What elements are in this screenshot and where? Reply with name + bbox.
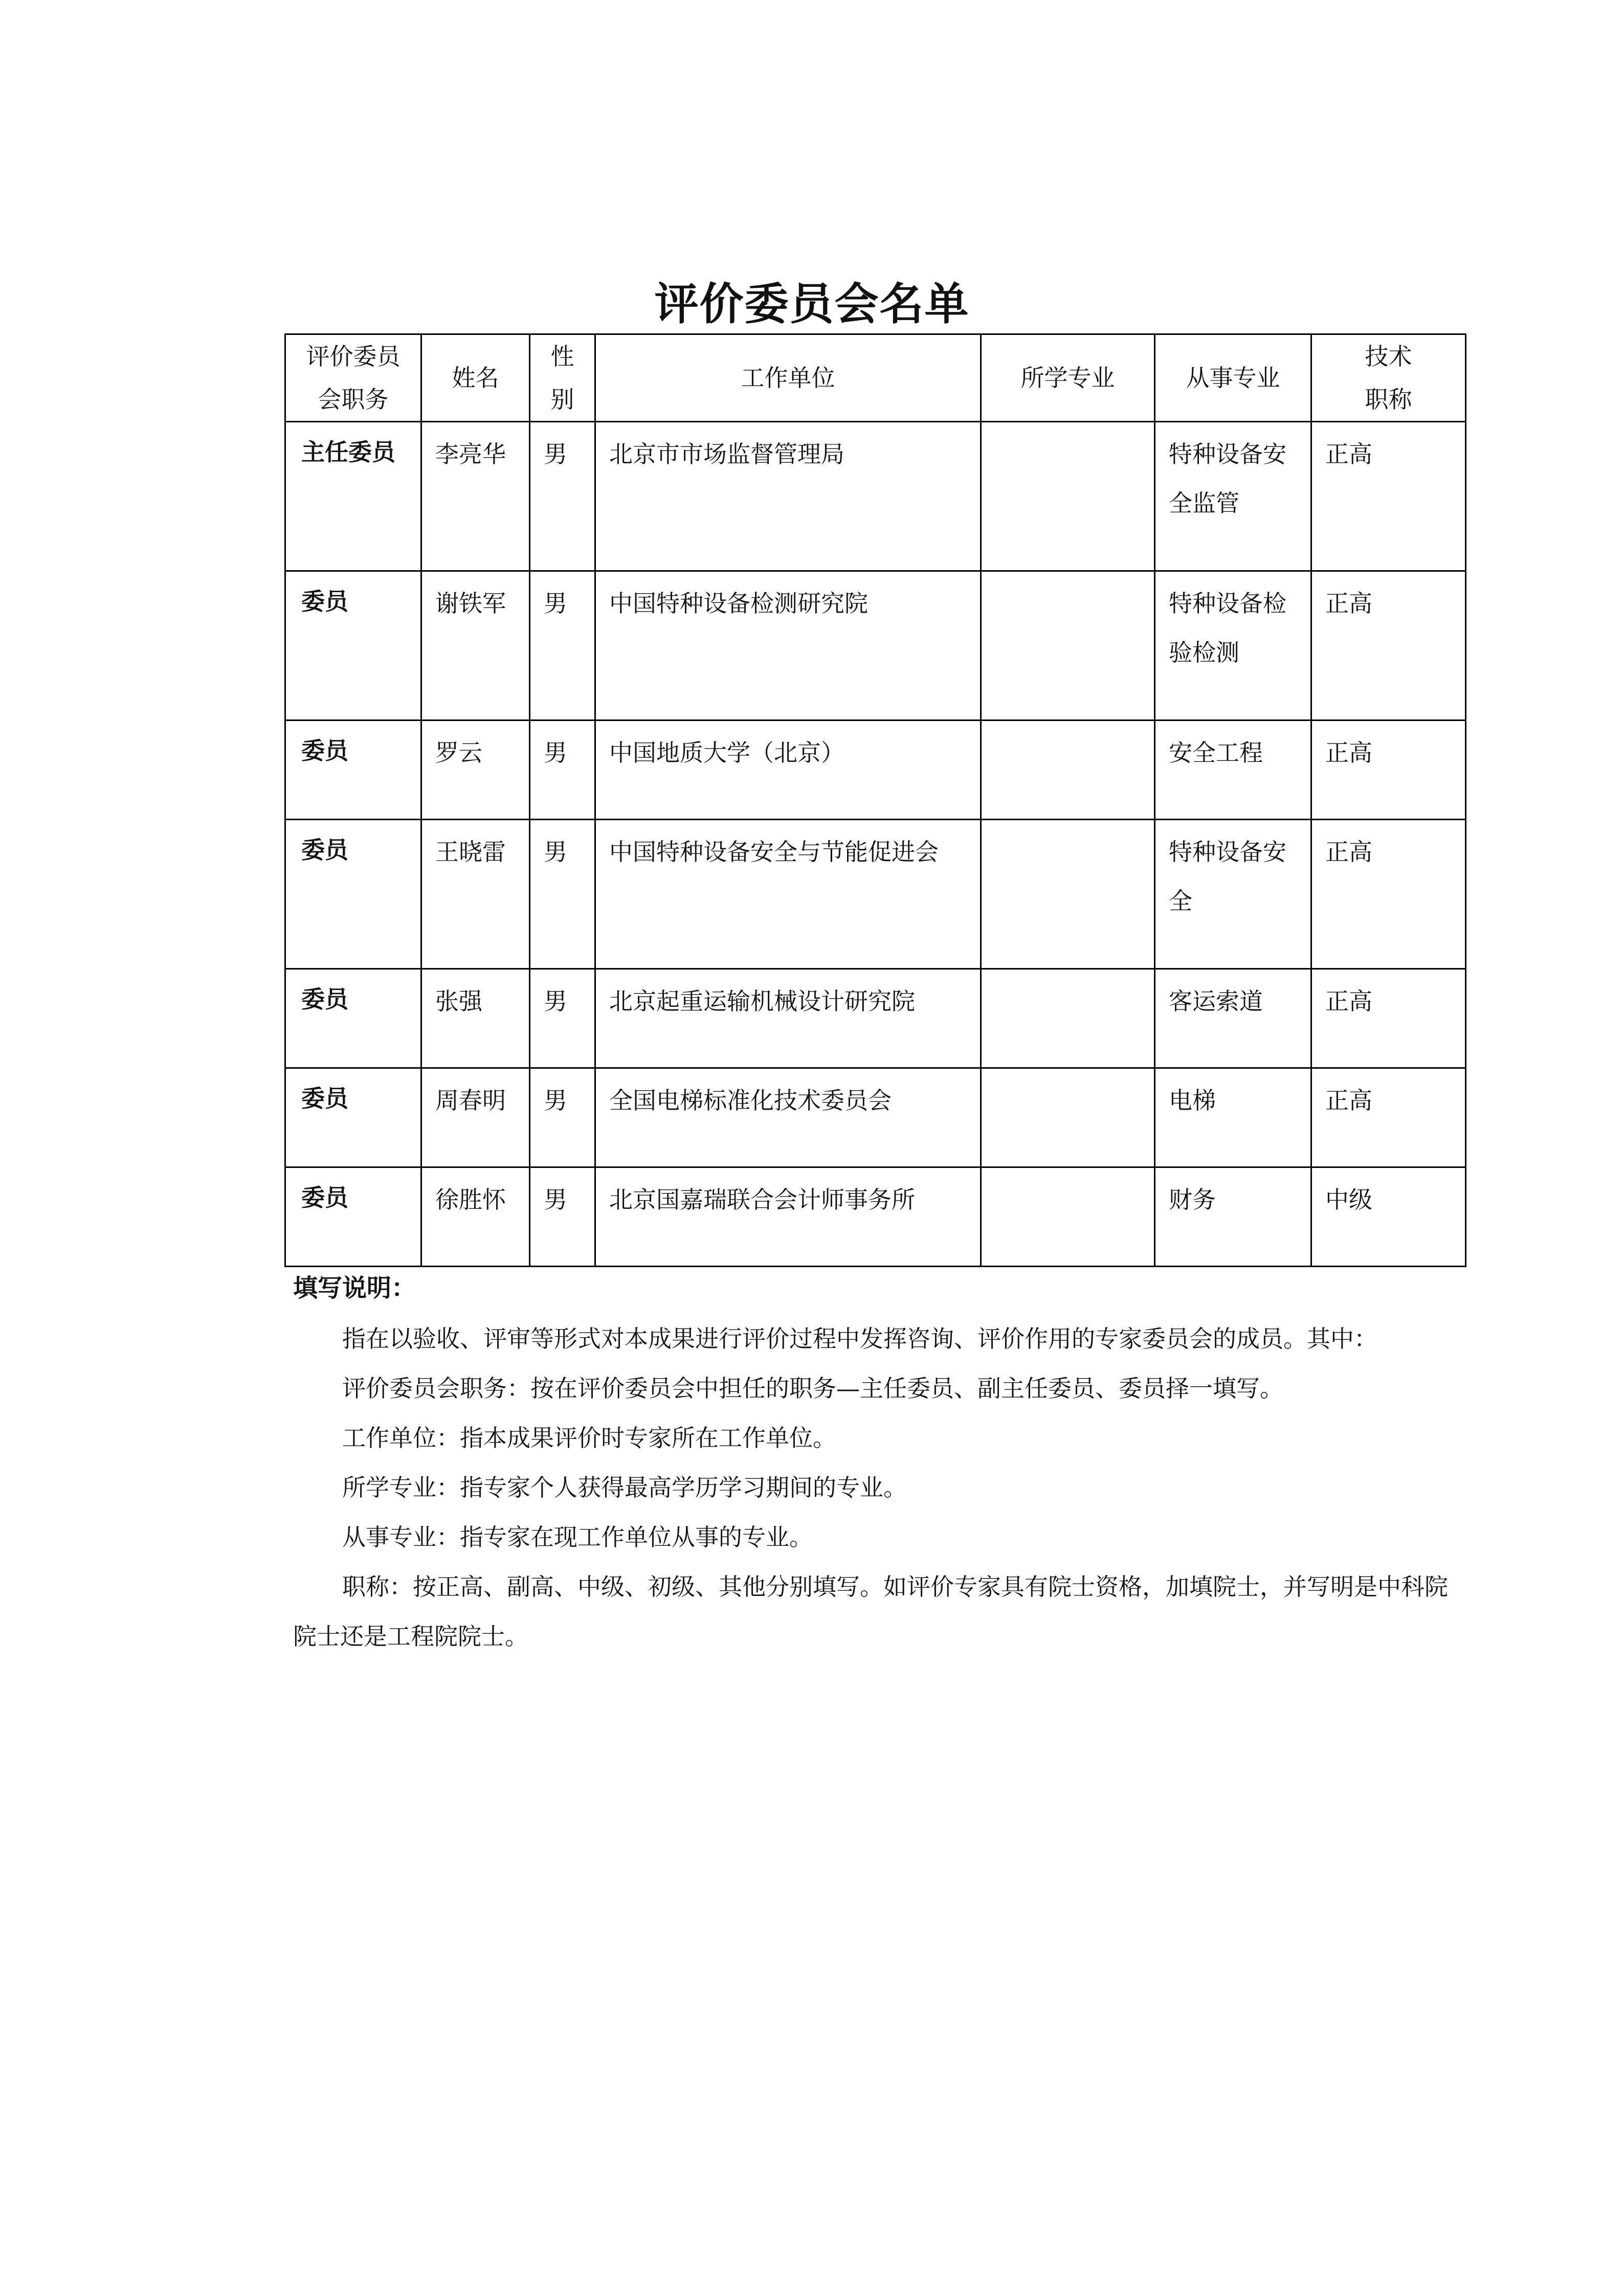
header-title-line2: 职称 [1365, 386, 1412, 413]
cell-gender: 男 [530, 422, 595, 571]
cell-role: 委员 [285, 820, 421, 969]
cell-name: 张强 [421, 969, 530, 1068]
cell-field [1155, 422, 1311, 571]
cell-title: 中级 [1311, 1167, 1466, 1267]
cell-field [1155, 1068, 1311, 1167]
cell-name: 罗云 [421, 721, 530, 820]
cell-major [981, 820, 1155, 969]
cell-title: 正高 [1311, 1068, 1466, 1167]
instruction-line: 从事专业：指专家在现工作单位从事的专业。 [342, 1523, 813, 1551]
cell-title: 正高 [1311, 422, 1466, 571]
fill-instructions [293, 1270, 1470, 1661]
cell-major [981, 969, 1155, 1068]
cell-title: 正高 [1311, 969, 1466, 1068]
cell-field [1155, 969, 1311, 1068]
cell-field-line: 全监管 [1169, 489, 1239, 517]
cell-gender: 男 [530, 721, 595, 820]
cell-field-line: 财务 [1169, 1186, 1216, 1213]
cell-field [1155, 1167, 1311, 1267]
instruction-line: 所学专业：指专家个人获得最高学历学习期间的专业。 [342, 1474, 907, 1501]
header-row [285, 334, 1466, 422]
cell-unit: 中国特种设备检测研究院 [595, 571, 981, 721]
cell-unit: 中国地质大学（北京） [595, 721, 981, 820]
cell-field-line: 验检测 [1169, 639, 1239, 666]
cell-field [1155, 820, 1311, 969]
cell-unit: 北京国嘉瑞联合会计师事务所 [595, 1167, 981, 1267]
header-gender-line1: 性 [550, 343, 574, 370]
cell-role: 委员 [285, 721, 421, 820]
committee-table [284, 333, 1466, 1267]
cell-unit: 全国电梯标准化技术委员会 [595, 1068, 981, 1167]
cell-name: 谢铁军 [421, 571, 530, 721]
cell-gender: 男 [530, 969, 595, 1068]
header-major-line1: 所学专业 [1020, 364, 1115, 392]
cell-name: 王晓雷 [421, 820, 530, 969]
cell-field-line: 特种设备检 [1169, 590, 1286, 617]
cell-role: 委员 [285, 571, 421, 721]
header-name [421, 334, 530, 422]
table-row [285, 969, 1466, 1068]
header-field [1155, 334, 1311, 422]
header-unit [595, 334, 981, 422]
header-unit-line1: 工作单位 [741, 364, 835, 392]
header-major [981, 334, 1155, 422]
table-row [285, 571, 1466, 721]
table-row [285, 422, 1466, 571]
table-row [285, 820, 1466, 969]
cell-title: 正高 [1311, 721, 1466, 820]
header-gender [530, 334, 595, 422]
header-role-line1: 评价委员 [306, 343, 401, 370]
cell-title: 正高 [1311, 820, 1466, 969]
cell-role: 委员 [285, 1167, 421, 1267]
header-role-line2: 会职务 [318, 386, 389, 413]
cell-major [981, 571, 1155, 721]
table-row [285, 721, 1466, 820]
cell-unit: 北京市市场监督管理局 [595, 422, 981, 571]
header-gender-line2: 别 [550, 386, 574, 413]
instruction-line: 指在以验收、评审等形式对本成果进行评价过程中发挥咨询、评价作用的专家委员会的成员。其中： [342, 1325, 1377, 1353]
cell-unit: 中国特种设备安全与节能促进会 [595, 820, 981, 969]
header-role [285, 334, 421, 422]
instructions-heading: 填写说明： [293, 1274, 416, 1302]
cell-role: 主任委员 [285, 422, 421, 571]
cell-field-line: 特种设备安 [1169, 440, 1286, 468]
cell-gender: 男 [530, 820, 595, 969]
instruction-line: 工作单位：指本成果评价时专家所在工作单位。 [342, 1424, 836, 1452]
instruction-line: 评价委员会职务：按在评价委员会中担任的职务—主任委员、副主任委员、委员择一填写。 [342, 1375, 1283, 1402]
page-title: 评价委员会名单 [654, 279, 970, 330]
table-row [285, 1068, 1466, 1167]
cell-major [981, 721, 1155, 820]
header-title [1311, 334, 1466, 422]
cell-title: 正高 [1311, 571, 1466, 721]
cell-gender: 男 [530, 1167, 595, 1267]
header-field-line1: 从事专业 [1186, 364, 1280, 392]
cell-major [981, 1068, 1155, 1167]
cell-name: 周春明 [421, 1068, 530, 1167]
cell-gender: 男 [530, 571, 595, 721]
cell-name: 李亮华 [421, 422, 530, 571]
cell-field-line: 安全工程 [1169, 739, 1263, 767]
cell-major [981, 1167, 1155, 1267]
cell-field-line: 全 [1169, 887, 1192, 915]
cell-field-line: 特种设备安 [1169, 838, 1286, 866]
header-name-line1: 姓名 [452, 364, 499, 392]
cell-gender: 男 [530, 1068, 595, 1167]
cell-major [981, 422, 1155, 571]
table-row [285, 1167, 1466, 1267]
header-title-line1: 技术 [1365, 343, 1412, 370]
instruction-line: 职称：按正高、副高、中级、初级、其他分别填写。如评价专家具有院士资格，加填院士，并写明是中科院院士还是工程院院士。 [293, 1573, 1448, 1650]
cell-role: 委员 [285, 969, 421, 1068]
cell-field-line: 客运索道 [1169, 987, 1263, 1015]
cell-unit: 北京起重运输机械设计研究院 [595, 969, 981, 1068]
cell-field-line: 电梯 [1169, 1087, 1216, 1114]
cell-role: 委员 [285, 1068, 421, 1167]
cell-field [1155, 571, 1311, 721]
cell-name: 徐胜怀 [421, 1167, 530, 1267]
cell-field [1155, 721, 1311, 820]
table-body [285, 334, 1466, 1267]
